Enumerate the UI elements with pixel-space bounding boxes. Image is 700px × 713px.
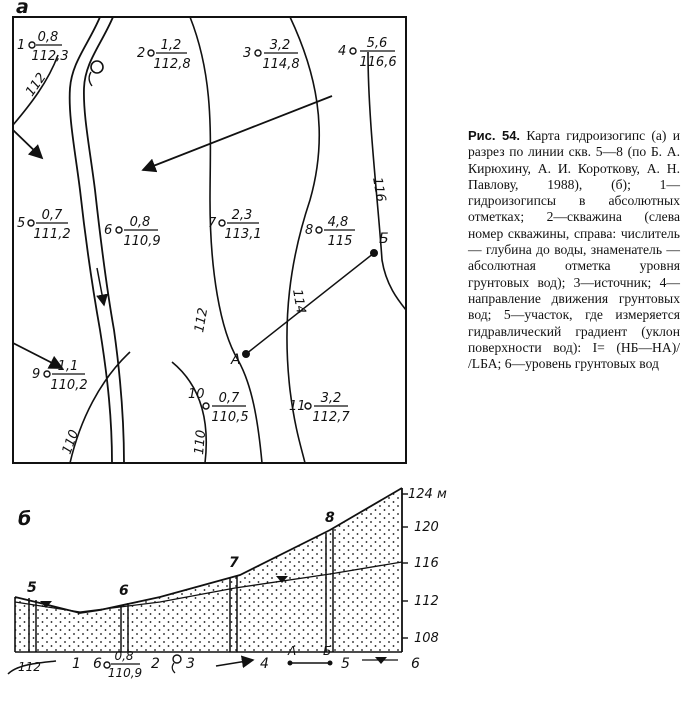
legend-well-level: 110,9: [107, 666, 143, 680]
contour-line: [70, 352, 130, 463]
well-icon: [316, 227, 322, 233]
well-level: 110,9: [123, 234, 161, 249]
well-level: 110,5: [211, 410, 249, 425]
flow-direction-arrow: [13, 130, 42, 158]
scale-tick-label: 116: [414, 556, 439, 571]
well-number: 10: [188, 387, 205, 402]
well-icon: [305, 403, 311, 409]
point-b-marker: [371, 250, 378, 257]
legend-number: 1: [72, 656, 81, 672]
section-well-label: 6: [119, 583, 129, 599]
section-well-label: 7: [229, 555, 239, 571]
aquifer-fill: [15, 488, 402, 652]
well-level: 111,2: [33, 227, 71, 242]
legend-segment-a: А: [288, 644, 297, 658]
well-depth: 0,7: [41, 208, 63, 223]
well-level: 113,1: [224, 227, 262, 242]
legend-number: 6: [411, 656, 420, 672]
well-depth: 3,2: [320, 391, 342, 406]
well-icon: [219, 220, 225, 226]
scale-tick-label: 120: [414, 520, 439, 535]
caption-label: Рис. 54.: [468, 128, 521, 143]
legend-well-depth: 0,8: [114, 649, 134, 663]
well-number: 1: [17, 38, 26, 53]
point-a-label: А: [231, 352, 241, 368]
contour-label: 114: [289, 288, 309, 316]
gradient-segment: [246, 253, 374, 354]
legend-number: 4: [260, 656, 269, 672]
legend-spring-outflow: [172, 663, 175, 673]
well-number: 4: [338, 44, 347, 59]
well-icon: [28, 220, 34, 226]
well-depth: 1,2: [160, 38, 182, 53]
well-depth: 4,8: [327, 215, 349, 230]
well-number: 7: [208, 216, 217, 231]
legend-number: 5: [341, 656, 350, 672]
well-depth: 5,6: [366, 36, 388, 51]
well-number: 8: [305, 223, 314, 238]
section-panel: [15, 487, 447, 652]
well-level: 110,2: [50, 378, 88, 393]
panel-a-label: а: [16, 0, 29, 18]
well-number: 11: [289, 399, 306, 414]
well-level: 115: [327, 234, 353, 249]
legend-segment-b: Б: [323, 644, 332, 658]
point-a-marker: [243, 351, 250, 358]
well-level: 116,6: [359, 55, 397, 70]
flow-direction-arrow: [143, 96, 332, 170]
well-icon: [350, 48, 356, 54]
well-icon: [255, 50, 261, 56]
section-well-label: 5: [27, 580, 37, 596]
well-number: 2: [137, 46, 146, 61]
contour-label: 112: [192, 306, 212, 334]
figure-caption: [468, 128, 680, 372]
well-depth: 0,7: [218, 391, 240, 406]
legend-segment-point: [328, 661, 333, 666]
well-depth: 1,1: [57, 359, 79, 374]
scale-tick-label: 108: [414, 631, 439, 646]
well-number: 3: [243, 46, 252, 61]
legend-well-number: 6: [93, 656, 102, 672]
well-level: 112,8: [153, 57, 191, 72]
well-level: 112,3: [31, 49, 69, 64]
well-number: 6: [104, 223, 113, 238]
point-b-label: Б: [379, 231, 389, 247]
well-depth: 0,8: [129, 215, 151, 230]
well-icon: [148, 50, 154, 56]
well-icon: [203, 403, 209, 409]
legend-contour-value: 112: [18, 660, 41, 674]
legend-flow-arrow: [216, 660, 253, 666]
well-level: 112,7: [312, 410, 350, 425]
well-number: 9: [32, 367, 41, 382]
well-level: 114,8: [262, 57, 300, 72]
well-icon: [44, 371, 50, 377]
flow-direction-arrow: [13, 343, 62, 368]
contour-line: [287, 17, 319, 463]
well-depth: 3,2: [269, 38, 291, 53]
contour-label: 112: [22, 70, 50, 100]
section-top-label: 124 м: [408, 487, 447, 502]
legend-spring-icon: [173, 655, 181, 663]
panel-b-label: б: [18, 508, 32, 530]
spring-icon: [91, 61, 103, 73]
legend-segment-point: [288, 661, 293, 666]
well-icon: [116, 227, 122, 233]
well-depth: 0,8: [37, 30, 59, 45]
legend-number: 2: [151, 656, 160, 672]
river-flow-arrow: [97, 268, 104, 305]
legend-number: 3: [186, 656, 195, 672]
scale-tick-label: 112: [414, 594, 439, 609]
well-depth: 2,3: [231, 208, 253, 223]
contour-label: 116: [369, 176, 389, 204]
contour-label: 110: [59, 427, 83, 457]
section-well-label: 8: [325, 510, 335, 526]
contour-label: 110: [192, 429, 210, 456]
caption-text: Карта гидроизогипс (а) и разрез по линии скв. 5—8 (по Б. А. Кирюхину, А. И. Короткову, А. Н. Павлову, 1988), (б); 1—гидроизогипсы в абсолютных отметках; 2—скважина (слева номер скважины, справа: числитель — глубина до воды, знаменатель — абсолютная отметка уровня грунтовых вод); 3—источник; 4—направление движения грунтовых вод; 5—участок, где измеряется гидравлический градиент (уклон поверхности вод): I= (HБ—HА)/ /LБА; 6—уровень грунтовых вод: [468, 128, 680, 372]
well-icon: [29, 42, 35, 48]
well-number: 5: [17, 216, 26, 231]
spring-outflow: [89, 72, 92, 86]
map-panel: [13, 0, 406, 463]
